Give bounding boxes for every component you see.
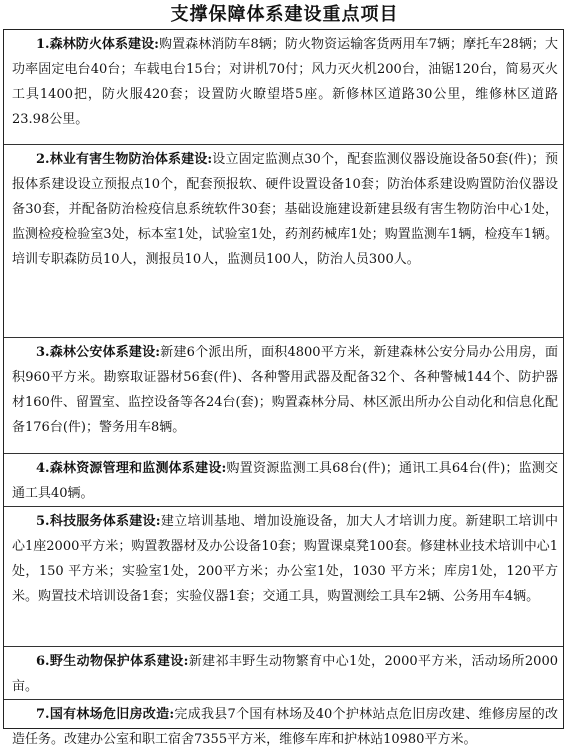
section-housing-renovation [4,700,563,747]
page-title: 支撑保障体系建设重点项目 [170,4,399,25]
section-text: 设立固定监测点30个，配套监测仪器设施设备50套(件)；预报体系建设设立预报点10个，配套预报软、硬件设置设备10套；防治体系建设购置防治仪器设备30套，并配备防治检疫信息系统软件30套；基础设施建设新建县级有害生物防治中心1处，监测检疫检验室3处，标本室1处，试验室1处，药剂药械库1处；购置监测车1辆，检疫车1辆。培训专职森防员10人，测报员10人，监测员100人，防治人员300人。 [12,152,558,267]
section-text: 建立培训基地、增加设施设备，加大人才培训力度。新建职工培训中心1座2000平方米；购置教器材及办公设备10套；购置课桌凳100套。修建林业技术培训中心1处，150 平方米；实验室1处，200平方米；办公室1处，1030 平方米；库房1处，120平方米。购置技术培训设备1套；实验仪器1套；交通工具，购置测绘工具车2辆、公务用车4辆。 [12,514,558,604]
section-text: 购置资源监测工具68台(件)；通讯工具64台(件)；监测交通工具40辆。 [12,461,559,501]
section-tech-services [4,507,563,647]
section-text: 新建祁丰野生动物繁育中心1处，2000平方米，活动场所2000亩。 [12,654,558,694]
section-heading: 4.森林资源管理和监测体系建设: [36,461,227,476]
section-heading: 2.林业有害生物防治体系建设: [36,152,213,167]
section-heading: 1.森林防火体系建设: [36,37,159,52]
section-pest-control [4,145,563,338]
section-wildlife-protection [4,647,563,700]
section-forest-fire-prevention [4,30,563,145]
section-text: 购置森林消防车8辆；防火物资运输客货两用车7辆；摩托车28辆；大功率固定电台40台；车载电台15台；对讲机70付；风力灭火机200台，油锯120台，简易灭火工具1400把，防火服420套；设置防火瞭望塔5座。新修林区道路30公里，维修林区道路23.98公里。 [12,37,558,127]
section-forest-police [4,338,563,454]
section-resource-monitoring [4,454,563,507]
project-table [3,29,564,747]
section-heading: 3.森林公安体系建设: [36,345,161,360]
section-text: 完成我县7个国有林场及40个护林站点危旧房改建、维修房屋的改造任务。改建办公室和职工宿舍7355平方米，维修车库和护林站10980平方米。 [12,707,558,747]
section-text: 新建6个派出所，面积4800平方米，新建森林公安分局办公用房，面积960平方米。勘察取证器材56套(件)、各种警用武器及配备32个、各种警械144个、防护器材160件、留置室、监控设备等各24台(套)；购置森林分局、林区派出所办公自动化和信息化配备176台(件)；警务用车8辆。 [12,345,558,435]
section-heading: 5.科技服务体系建设: [36,514,161,529]
section-heading: 7.国有林场危旧房改造: [36,707,175,722]
section-heading: 6.野生动物保护体系建设: [36,654,189,669]
